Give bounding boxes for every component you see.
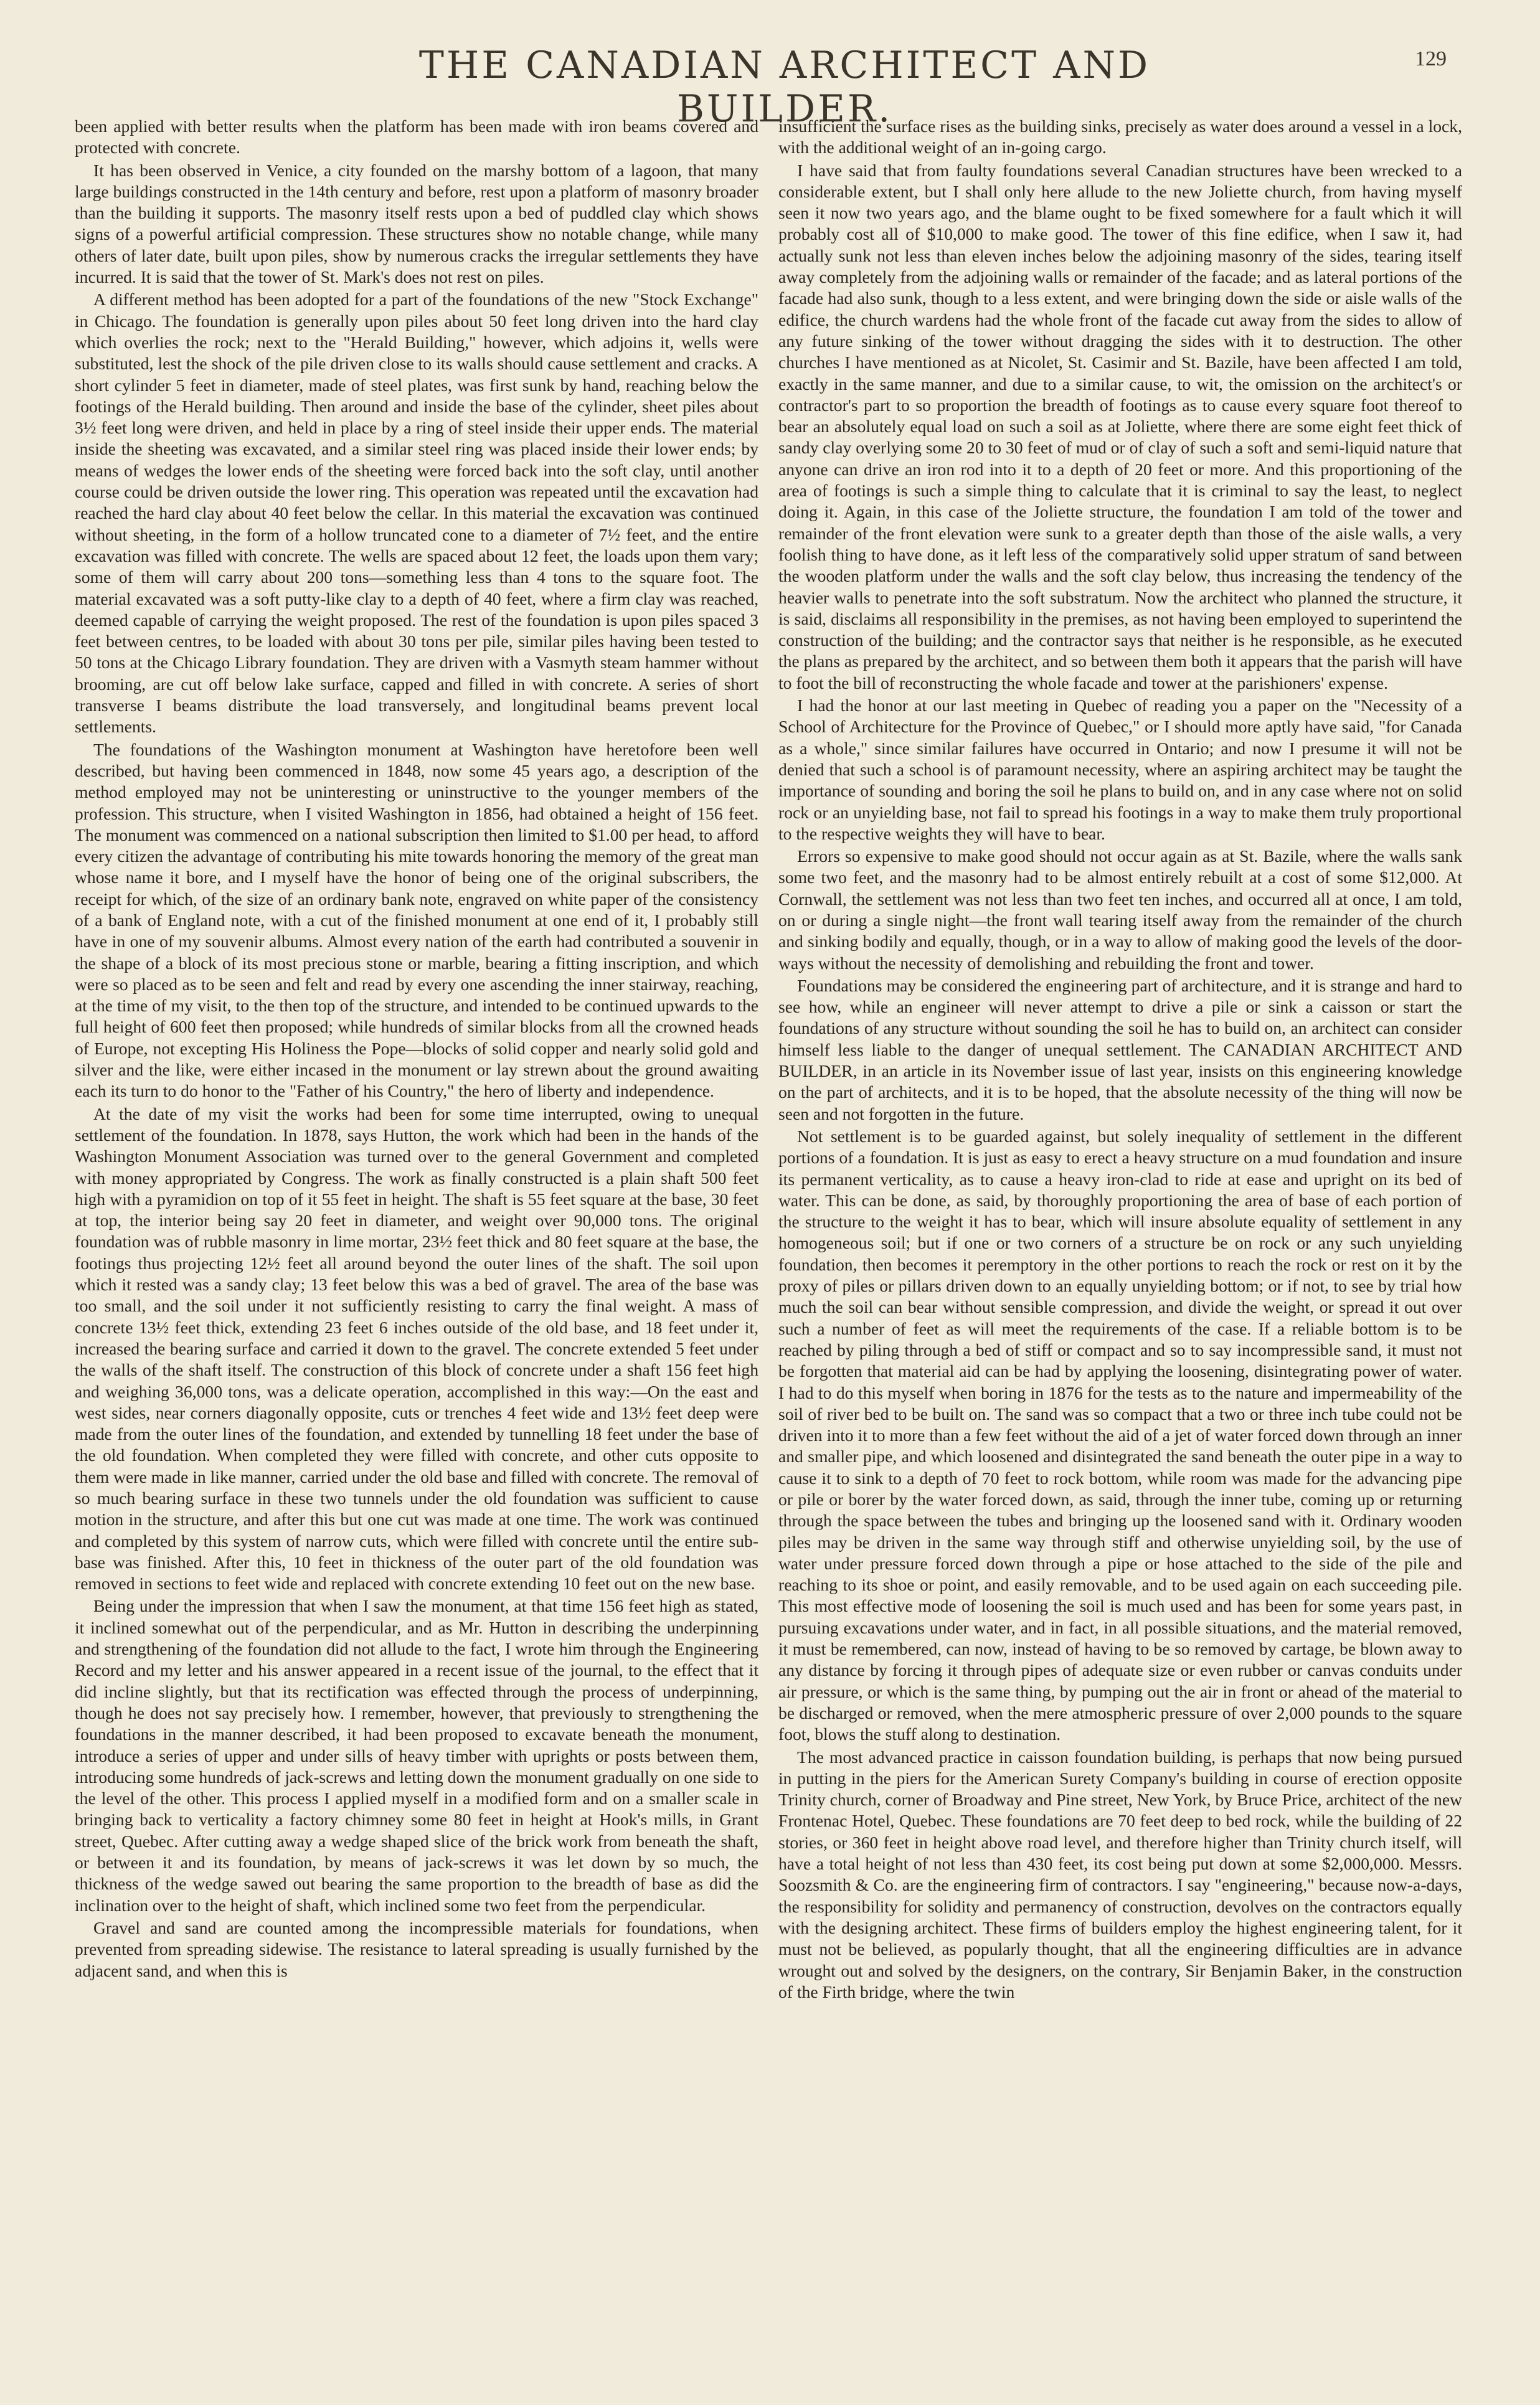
page-number: 129 xyxy=(1415,47,1447,70)
paragraph: been applied with better results when the platform has been made with iron beams covered and protected with concrete. xyxy=(75,116,758,158)
paragraph: The most advanced practice in caisson foundation building, is perhaps that now being pursued in putting in the piers for the American Surety Company's building in course of erection opposite Trinity church, corner of Broadway and Pine street, New York, by Bruce Price, architect of the new Frontenac Hotel, Quebec. These foundations are 70 feet deep to bed rock, while the building of 22 stories, or 360 feet in height above road level, and therefore higher than Trinity church itself, will have a total height of not less than 430 feet, its cost being put down at some $2,000,000. Messrs. Soozsmith & Co. are the engineering firm of contractors. I say "engineering," because now-a-days, the responsibility for solidity and permanency of construction, devolves on the contractors equally with the designing architect. These firms of builders employ the highest engineering talent, for it must not be believed, as popularly thought, that all the engineering difficulties are in advance wrought out and solved by the designers, on the contrary, Sir Benjamin Baker, in the construction of the Firth bridge, where the twin xyxy=(778,1747,1462,2001)
paragraph: I had the honor at our last meeting in Quebec of reading you a paper on the "Necessity of a School of Architecture for the Province of Quebec," or I should more aptly have said, "for Canada as a whole," since similar failures have occurred in Ontario; and now I presume it will not be denied that such a school is of paramount necessity, where an aspiring architect may be taught the importance of sounding and boring the soil he plans to build on, and in any case where not on solid rock or an unyielding base, not fail to spread his footings in a way to make them truly proportional to the respective weights they will have to bear. xyxy=(778,696,1462,843)
paragraph: A different method has been adopted for a part of the foundations of the new "Stock Exchange" in Chicago. The foundation is generally upon piles about 50 feet long driven into the hard clay which overlies the rock; next to the "Herald Building," however, which adjoins it, wells were substituted, lest the shock of the pile driven close to its walls should cause settlement and cracks. A short cylinder 5 feet in diameter, made of steel plates, was first sunk by hand, reaching below the footings of the Herald building. Then around and inside the base of the cylinder, sheet piles about 3½ feet long were driven, and held in place by a ring of steel inside their upper ends. The material inside the sheeting was excavated, and a similar steel ring was placed inside their lower ends; by means of wedges the lower ends of the sheeting were forced back into the soft clay, until another course could be driven outside the lower ring. This operation was repeated until the excavation had reached the hard clay about 40 feet below the cellar. In this material the excavation was continued without sheeting, in the form of a hollow truncated cone to a diameter of 7½ feet, and the entire excavation was filled with concrete. The wells are spaced about 12 feet, the loads upon them vary; some of them will carry about 200 tons—something less than 4 tons to the square foot. The material excavated was a soft putty-like clay to a depth of 40 feet, where a firm clay was reached, deemed capable of carrying the weight proposed. The rest of the foundation is upon piles spaced 3 feet between centres, to be loaded with about 30 tons per pile, similar piles having been tested to 50 tons at the Chicago Library foundation. They are driven with a Vasmyth steam hammer without brooming, are cut off below lake surface, capped and filled in with concrete. A series of short transverse I beams distribute the load transversely, and longitudinal beams prevent local settlements. xyxy=(75,290,758,737)
paragraph: Being under the impression that when I saw the monument, at that time 156 feet high as stated, it inclined somewhat out of the perpendicular, and as Mr. Hutton in describing the underpinning and strengthening of the foundation did not allude to the fact, I wrote him through the Engineering Record and my letter and his answer appeared in a recent issue of the journal, to the effect that it did incline slightly, but that its rectification was effected through the process of underpinning, though he does not say precisely how. I remember, however, that previously to strengthening the foundations in the manner described, it had been proposed to excavate beneath the monument, introduce a series of upper and under sills of heavy timber with uprights or posts between them, introducing some hundreds of jack-screws and letting down the monument gradually on one side to the level of the other. This process I applied myself in a modified form and on a smaller scale in bringing back to verticality a factory chimney some 80 feet in height at Hook's mills, in Grant street, Quebec. After cutting away a wedge shaped slice of the brick work from beneath the shaft, or between it and its foundation, by means of jack-screws it was let down by so much, the thickness of the wedge sawed out bearing the same proportion to the breadth of base as did the inclination over to the height of shaft, which inclined some two feet from the perpendicular. xyxy=(75,1596,758,1915)
paragraph: I have said that from faulty foundations several Canadian structures have been wrecked to a considerable extent, but I shall only here allude to the new Joliette church, from having myself seen it now two years ago, and the blame ought to be fixed somewhere for a fault which it will probably cost all of $10,000 to make good. The tower of this fine edifice, when I saw it, had actually sunk not less than eleven inches below the adjoining masonry of the sides, tearing itself away completely from the adjoining walls or remainder of the facade; and as lateral portions of the facade had also sunk, though to a less extent, and were bringing down the side or aisle walls of the edifice, the church wardens had the whole front of the facade cut away from the sides to allow of any future sinking of the tower without dragging the sides with it to destruction. The other churches I have mentioned as at Nicolet, St. Casimir and St. Bazile, have been affected I am told, exactly in the same manner, and due to a similar cause, to wit, the omission on the architect's or contractor's part to so proportion the breadth of footings as to cause every square foot thereof to bear an absolutely equal load on such a soil as at Joliette, where there are some eight feet thick of sandy clay overlying some 20 to 30 feet of mud or of clay of such a soft and semi-liquid nature that anyone can drive an iron rod into it to a depth of 20 feet or more. And this proportioning of the area of footings is such a simple thing to calculate that it is criminal to say the least, to neglect doing it. Again, in this case of the Joliette structure, the foundation I am told of the tower and remainder of the front elevation were sunk to a greater depth than those of the aisle walls, a very foolish thing to have done, as it left less of the comparatively solid upper stratum of sand between the wooden platform under the walls and the soft clay below, thus increasing the tendency of the heavier walls to penetrate into the soft substratum. Now the architect who planned the structure, it is said, disclaims all responsibility in the premises, as not having been employed to superintend the construction of the building; and the contractor says that neither is he responsible, as he executed the plans as prepared by the architect, and so between them both it appears that the parish will have to foot the bill of reconstructing the whole facade and tower at the parishioners' expense. xyxy=(778,160,1462,692)
paragraph: It has been observed in Venice, a city founded on the marshy bottom of a lagoon, that many large buildings constructed in the 14th century and before, rest upon a platform of masonry broader than the building it supports. The masonry itself rests upon a bed of puddled clay which shows signs of a powerful artificial compression. These structures show no notable change, while many others of later date, built upon piles, show by numerous cracks the irregular settlements they have incurred. It is said that the tower of St. Mark's does not rest on piles. xyxy=(75,160,758,287)
paragraph: At the date of my visit the works had been for some time interrupted, owing to unequal settlement of the foundation. In 1878, says Hutton, the work which had been in the hands of the Washington Monument Association was turned over to the general Government and completed with money appropriated by Congress. The work as finally constructed is a plain shaft 500 feet high with a pyramidion on top of it 55 feet in height. The shaft is 55 feet square at the base, 30 feet at top, the interior being say 20 feet in diameter, and weight over 90,000 tons. The original foundation was of rubble masonry in lime mortar, 23½ feet thick and 80 feet square at the base, the footings thus projecting 12½ feet all around beyond the outer lines of the shaft. The soil upon which it rested was a sandy clay; 13 feet below this was a bed of gravel. The area of the base was too small, and the soil under it not sufficiently resisting to carry the final weight. A mass of concrete 13½ feet thick, extending 23 feet 6 inches outside of the old base, and 18 feet under it, increased the bearing surface and carried it down to the gravel. The concrete extended 5 feet under the walls of the shaft itself. The construction of this block of concrete under a shaft 156 feet high and weighing 36,000 tons, was a delicate operation, accomplished in this way:—On the east and west sides, near corners diagonally opposite, cuts or trenches 4 feet wide and 13½ feet deep were made from the outer lines of the foundation, and extended by tunnelling 18 feet under the base of the old foundation. When completed they were filled with concrete, and other cuts opposite to them were made in like manner, carried under the old base and filled with concrete. The removal of so much bearing surface in these two tunnels under the old foundation was sufficient to cause motion in the structure, and after this but one cut was made at one time. The work was continued and completed by this system of narrow cuts, which were filled with concrete until the entire sub-base was finished. After this, 10 feet in thickness of the outer part of the old foundation was removed in sections to feet wide and replaced with concrete extending 10 feet out on the new base. xyxy=(75,1103,758,1594)
paragraph: insufficient the surface rises as the building sinks, precisely as water does around a vessel in a lock, with the additional weight of an in-going cargo. xyxy=(778,116,1462,158)
paragraph: Errors so expensive to make good should not occur again as at St. Bazile, where the walls sank some two feet, and the masonry had to be almost entirely rebuilt at a cost of some $12,000. At Cornwall, the settlement was not less than two feet ten inches, and occurred all at once, I am told, on or during a single night—the front wall tearing itself away from the remainder of the church and sinking bodily and equally, though, or in a way to allow of making good the levels of the door-ways without the necessity of demolishing and rebuilding the front and tower. xyxy=(778,846,1462,973)
right-column xyxy=(778,116,1462,2003)
paragraph: Not settlement is to be guarded against, but solely inequality of settlement in the different portions of a foundation. It is just as easy to erect a heavy structure on a mud foundation and insure its permanent verticality, as to cause a heavy iron-clad to ride at ease and upright on its bed of water. This can be done, as said, by thoroughly proportioning the area of base of each portion of the structure to the weight it has to bear, which will insure absolute equality of settlement in any homogeneous soil; but if one or two corners of a structure be on rock or any such unyielding foundation, then becomes it peremptory in the other portions to reach the rock or rest on it by the proxy of piles or pillars driven down to an equally unyielding bottom; or if not, to see by trial how much the soil can bear without sensible compression, and divide the weight, or spread it out over such a number of feet as will meet the requirements of the case. If a reliable bottom is to be reached by piling through a bed of stiff or compact and so to say incompressible sand, it must not be forgotten that material aid can be had by applying the loosening, disintegrating power of water. I had to do this myself when boring in 1876 for the tests as to the nature and impermeability of the soil of river bed to be built on. The sand was so compact that a two or three inch tube could not be driven into it to more than a few feet without the aid of a jet of water forced down through an inner and smaller pipe, and which loosened and disintegrated the sand beneath the outer pipe in a way to cause it to sink to a depth of 70 feet to rock bottom, while room was made for the advancing pipe or pile or borer by the water forced down, as said, through the inner tube, coming up or returning through the space between the tubes and bringing up the loosened sand with it. Ordinary wooden piles may be driven in the same way through stiff and otherwise unyielding soil, by the use of water under pressure forced down through a pipe or hose attached to the side of the pile and reaching to its shoe or point, and easily removable, and to be used again on each succeeding pile. This most effective mode of loosening the soil is much used and has been for some years past, in pursuing excavations under water, and in fact, in all possible situations, and the material removed, it must be remembered, can now, instead of having to be so removed by cartage, be blown away to any distance by forcing it through pipes of adequate size or even rubber or canvas conduits under air pressure, or which is the same thing, by pumping out the air in front or ahead of the material to be discharged or removed, when the mere atmospheric pressure of over 2,000 pounds to the square foot, blows the stuff along to destination. xyxy=(778,1126,1462,1744)
paragraph: The foundations of the Washington monument at Washington have heretofore been well described, but having been commenced in 1848, now some 45 years ago, a description of the method employed may not be uninteresting or uninstructive to the younger members of the profession. This structure, when I visited Washington in 1856, had obtained a height of 156 feet. The monument was commenced on a national subscription then limited to $1.00 per head, to afford every citizen the advantage of contributing his mite towards honoring the memory of the great man whose name it bore, and I myself have the honor of being one of the original subscribers, the receipt for which, of the size of an ordinary bank note, engraved on white paper of the consistency of a bank of England note, with a cut of the finished monument at one end of it, I probably still have in one of my souvenir albums. Almost every nation of the earth had contributed a souvenir in the shape of a block of its most precious stone or marble, bearing a fitting inscription, and which were so placed as to be seen and felt and read by every one ascending the inner stairway, reaching, at the time of my visit, to the then top of the structure, and intended to be continued upwards to the full height of 600 feet then proposed; while hundreds of similar blocks from all the crowned heads of Europe, not excepting His Holiness the Pope—blocks of solid copper and nearly solid gold and silver and the like, were either incased in the monument or lay strewn about the ground awaiting each its turn to do honor to the "Father of his Country," the hero of liberty and independence. xyxy=(75,739,758,1101)
running-head-title: THE CANADIAN ARCHITECT AND BUILDER. xyxy=(418,44,1151,131)
left-column xyxy=(75,116,758,1982)
paragraph: Gravel and sand are counted among the incompressible materials for foundations, when prevented from spreading sidewise. The resistance to lateral spreading is usually furnished by the adjacent sand, and when this is xyxy=(75,1917,758,1980)
paragraph: Foundations may be considered the engineering part of architecture, and it is strange and hard to see how, while an engineer will never attempt to drive a pile or sink a caisson or start the foundations of any structure without sounding the soil he has to build on, an architect can consider himself less liable to the danger of unequal settlement. The CANADIAN ARCHITECT AND BUILDER, in an article in its November issue of last year, insists on this engineering knowledge on the part of architects, and it is to be hoped, that the absolute necessity of the thing will now be seen and not forgotten in the future. xyxy=(778,975,1462,1123)
